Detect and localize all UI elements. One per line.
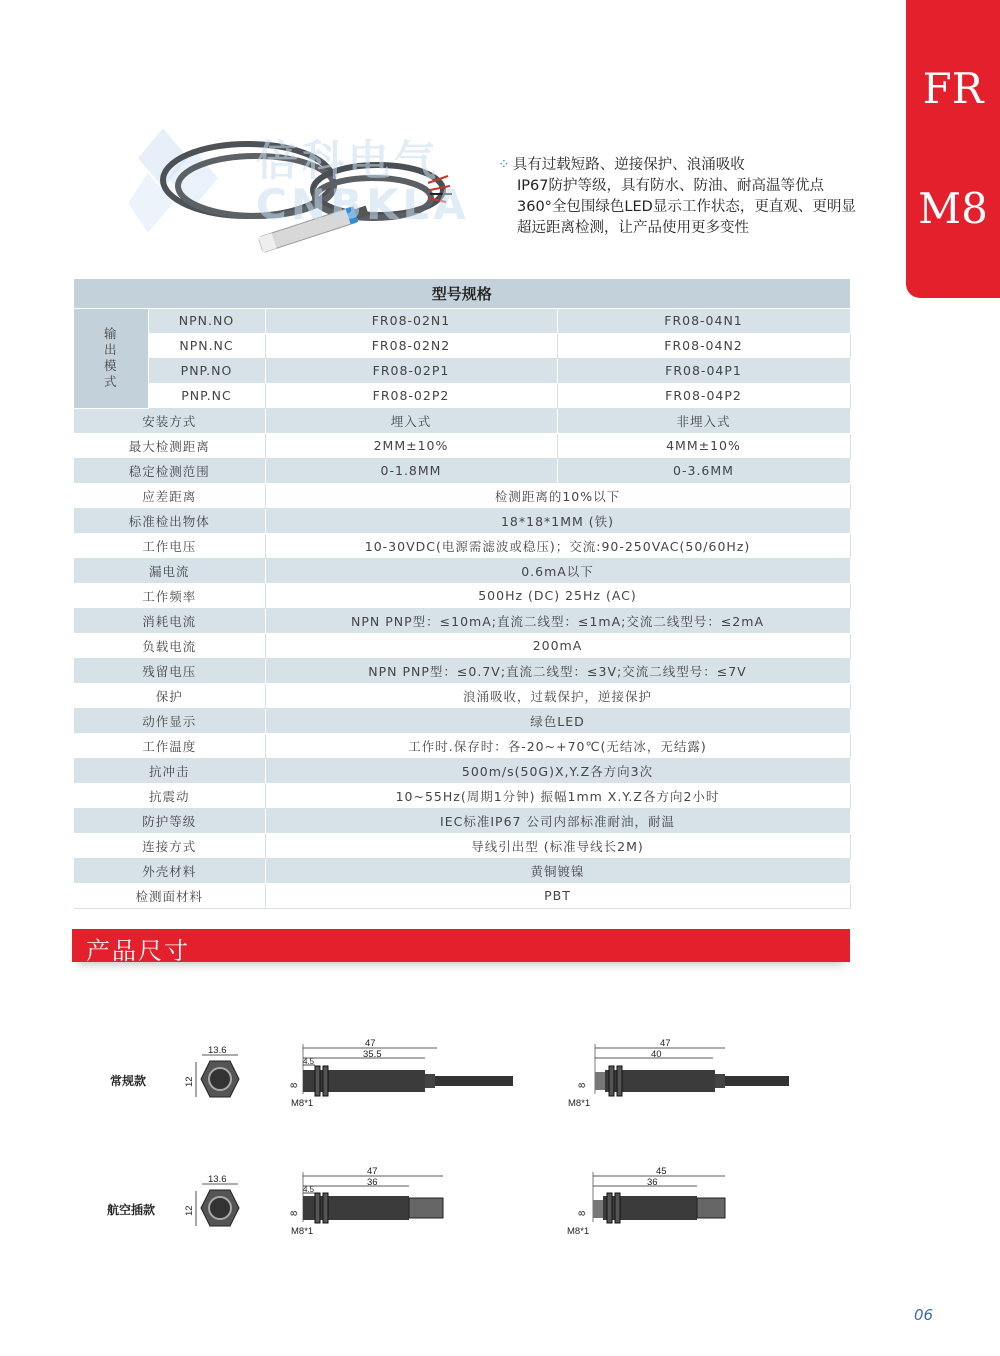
section-header <box>72 929 850 965</box>
model-2mm: FR08-02N2 <box>265 333 557 358</box>
table-row <box>74 458 850 483</box>
table-row <box>74 583 850 608</box>
spec-value-2mm: 0-1.8MM <box>265 458 557 483</box>
spec-label: 稳定检测范围 <box>74 458 265 483</box>
dim-dia: 8 <box>577 1210 588 1216</box>
table-row <box>74 408 850 433</box>
feature-list <box>498 155 868 239</box>
table-row <box>74 483 850 508</box>
dim-total: 47 <box>367 1166 378 1177</box>
output-mode: PNP.NC <box>148 383 265 408</box>
spec-label: 漏电流 <box>74 558 265 583</box>
row-label-standard: 常规款 <box>110 1074 147 1088</box>
model-2mm: FR08-02P2 <box>265 383 557 408</box>
spec-value: 0.6mA以下 <box>265 558 850 583</box>
spec-label: 防护等级 <box>74 808 265 833</box>
table-row <box>74 533 850 558</box>
table-row <box>74 633 850 658</box>
side-view-connector-nonflush <box>565 1164 800 1239</box>
watermark-en: CNBKLA <box>256 180 470 229</box>
table-row <box>74 383 850 408</box>
output-mode: NPN.NC <box>148 333 265 358</box>
dim-total: 45 <box>656 1166 667 1177</box>
table-row <box>74 858 850 883</box>
table-row <box>74 733 850 758</box>
spec-value: 10~55Hz(周期1分钟) 振幅1mm X.Y.Z各方向2小时 <box>265 783 850 808</box>
spec-value: 200mA <box>265 633 850 658</box>
product-photo <box>128 128 470 268</box>
spec-table <box>74 279 851 909</box>
spec-value: PBT <box>265 883 850 908</box>
side-view-connector-flush <box>285 1164 520 1239</box>
model-4mm: FR08-04P2 <box>557 383 850 408</box>
feature-item: 超远距离检测，让产品使用更多变性 <box>517 220 749 236</box>
model-4mm: FR08-04N2 <box>557 333 850 358</box>
spec-label: 安装方式 <box>74 408 265 433</box>
spec-value: NPN PNP型：≤0.7V;直流二线型：≤3V;交流二线型号：≤7V <box>265 658 850 683</box>
spec-value-4mm: 4MM±10% <box>557 433 850 458</box>
spec-label: 工作电压 <box>74 533 265 558</box>
spec-value: 工作时.保存时：各-20~+70℃(无结冰，无结露) <box>265 733 850 758</box>
end-height: 12 <box>184 1205 195 1216</box>
dim-thread: M8*1 <box>291 1098 314 1109</box>
spec-value-2mm: 埋入式 <box>265 408 557 433</box>
model-4mm: FR08-04P1 <box>557 358 850 383</box>
table-row <box>74 883 850 908</box>
feature-item: 360°全包围绿色LED显示工作状态，更直观、更明显 <box>517 199 856 215</box>
spec-label: 外壳材料 <box>74 858 265 883</box>
dim-thread: M8*1 <box>291 1226 314 1237</box>
spec-value-4mm: 0-3.6MM <box>557 458 850 483</box>
spec-table-title: 型号规格 <box>74 279 850 308</box>
spec-label: 抗震动 <box>74 783 265 808</box>
table-row <box>74 508 850 533</box>
table-row <box>74 808 850 833</box>
feature-item: IP67防护等级，具有防水、防油、耐高温等优点 <box>517 178 824 194</box>
table-row <box>74 833 850 858</box>
dim-body: 36 <box>647 1177 658 1188</box>
spec-value: 500Hz (DC) 25Hz (AC) <box>265 583 850 608</box>
dim-body: 36 <box>367 1177 378 1188</box>
end-view-drawing-1 <box>180 1045 250 1105</box>
bullet-icon: ⁘ <box>498 157 510 173</box>
feature-item: ⁘ 具有过载短路、逆接保护、浪涌吸收 <box>498 157 745 173</box>
table-row <box>74 758 850 783</box>
spec-value: 500m/s(50G)X,Y.Z各方向3次 <box>265 758 850 783</box>
spec-value: NPN PNP型：≤10mA;直流二线型：≤1mA;交流二线型号：≤2mA <box>265 608 850 633</box>
spec-label: 应差距离 <box>74 483 265 508</box>
spec-value: 导线引出型 (标准导线长2M) <box>265 833 850 858</box>
table-row <box>74 358 850 383</box>
dim-body: 35.5 <box>363 1049 382 1060</box>
spec-label: 动作显示 <box>74 708 265 733</box>
spec-table-header <box>74 279 850 308</box>
output-mode-label <box>74 308 148 408</box>
spec-label: 标准检出物体 <box>74 508 265 533</box>
spec-value: 检测距离的10%以下 <box>265 483 850 508</box>
watermark-cn: 倍科电气 <box>256 136 441 185</box>
spec-label: 工作频率 <box>74 583 265 608</box>
model-2mm: FR08-02P1 <box>265 358 557 383</box>
output-mode: NPN.NO <box>148 308 265 333</box>
dim-dia: 8 <box>289 1082 300 1088</box>
series-size: M8 <box>918 184 988 233</box>
end-height: 12 <box>184 1076 195 1087</box>
dim-body: 40 <box>651 1049 662 1060</box>
model-4mm: FR08-04N1 <box>557 308 850 333</box>
dim-total: 47 <box>660 1038 671 1049</box>
output-mode: PNP.NO <box>148 358 265 383</box>
table-row <box>74 308 850 333</box>
table-row <box>74 683 850 708</box>
dim-head: 4.5 <box>303 1057 315 1066</box>
end-width: 13.6 <box>208 1045 227 1056</box>
output-mode-text: 输 出 模 式 <box>103 326 118 389</box>
table-row <box>74 783 850 808</box>
spec-label: 保护 <box>74 683 265 708</box>
end-width: 13.6 <box>208 1174 227 1185</box>
side-view-standard-flush <box>285 1036 520 1111</box>
spec-value-4mm: 非埋入式 <box>557 408 850 433</box>
dim-thread: M8*1 <box>568 1098 591 1109</box>
dim-dia: 8 <box>577 1082 588 1088</box>
model-2mm: FR08-02N1 <box>265 308 557 333</box>
table-row <box>74 708 850 733</box>
series-name: FR <box>922 64 984 113</box>
spec-value: 黄铜镀镍 <box>265 858 850 883</box>
spec-value: 绿色LED <box>265 708 850 733</box>
table-row <box>74 608 850 633</box>
spec-label: 最大检测距离 <box>74 433 265 458</box>
table-row <box>74 558 850 583</box>
spec-value-2mm: 2MM±10% <box>265 433 557 458</box>
table-row <box>74 333 850 358</box>
spec-label: 负载电流 <box>74 633 265 658</box>
spec-label: 抗冲击 <box>74 758 265 783</box>
spec-value: 10-30VDC(电源需滤波或稳压)；交流:90-250VAC(50/60Hz) <box>265 533 850 558</box>
spec-value: IEC标准IP67 公司内部标准耐油，耐温 <box>265 808 850 833</box>
table-row <box>74 658 850 683</box>
section-title: 产品尺寸 <box>86 937 190 965</box>
dim-thread: M8*1 <box>567 1226 590 1237</box>
page-number: 06 <box>914 1306 934 1324</box>
spec-value: 浪涌吸收，过载保护，逆接保护 <box>265 683 850 708</box>
spec-label: 消耗电流 <box>74 608 265 633</box>
spec-value: 18*18*1MM (铁) <box>265 508 850 533</box>
dim-head: 4.5 <box>303 1185 315 1194</box>
spec-label: 残留电压 <box>74 658 265 683</box>
row-label-connector: 航空插款 <box>107 1203 156 1217</box>
series-tab <box>906 0 1000 298</box>
dim-dia: 8 <box>289 1210 300 1216</box>
dim-total: 47 <box>365 1038 376 1049</box>
table-row <box>74 433 850 458</box>
spec-label: 检测面材料 <box>74 883 265 908</box>
spec-label: 连接方式 <box>74 833 265 858</box>
side-view-standard-nonflush <box>565 1036 800 1111</box>
spec-label: 工作温度 <box>74 733 265 758</box>
end-view-drawing-2 <box>180 1174 250 1234</box>
